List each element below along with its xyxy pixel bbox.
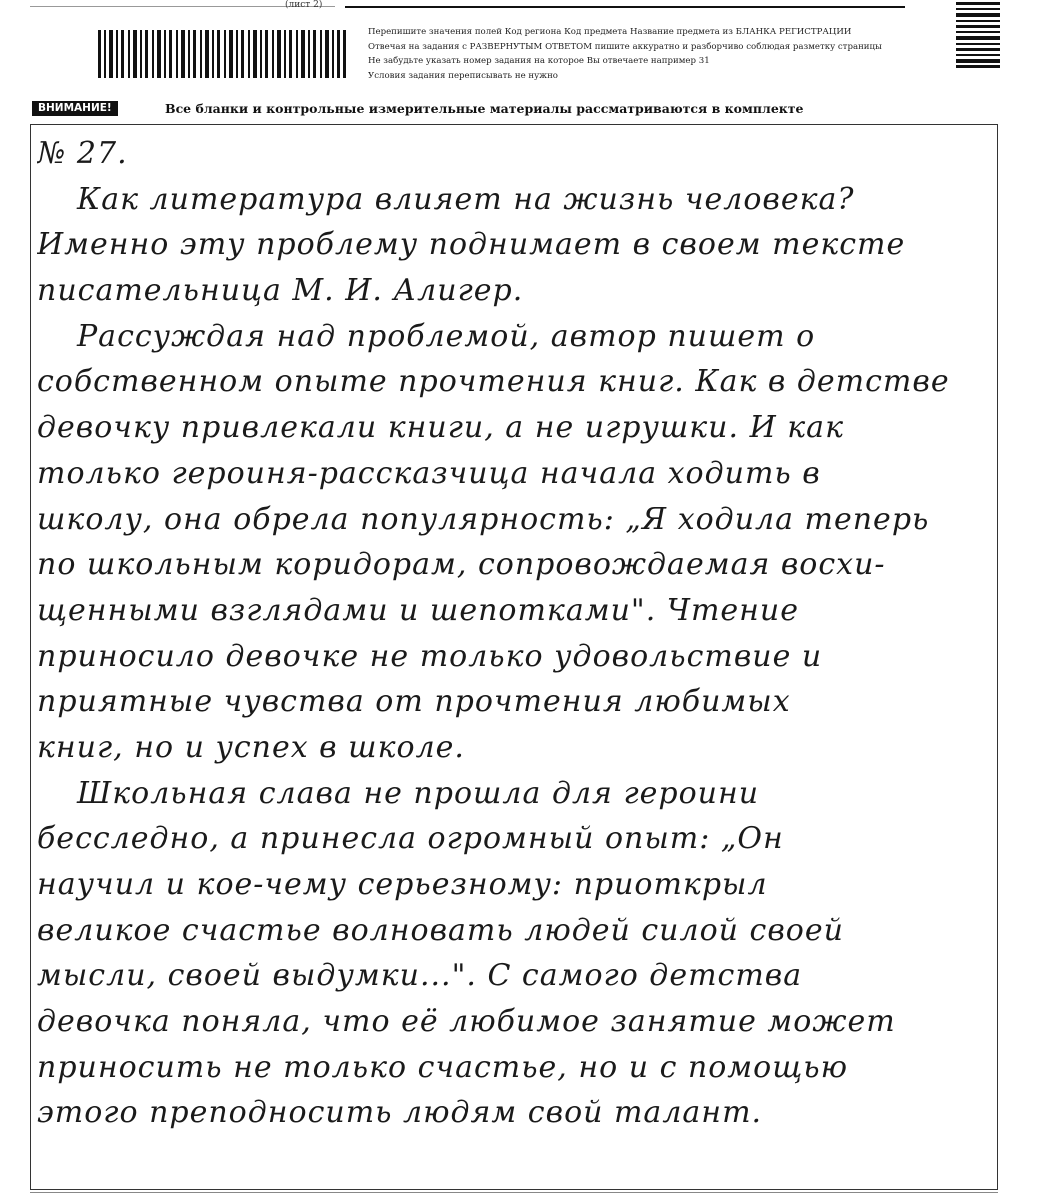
barcode-left <box>98 30 346 78</box>
form-header <box>0 0 1041 100</box>
answer-line: приносило девочке не только удовольствие и <box>37 638 823 674</box>
sheet-label: (лист 2) <box>285 0 323 10</box>
answer-line: Именно эту проблему поднимает в своем тексте <box>37 227 906 263</box>
answer-line: девочку привлекали книги, а не игрушки. И как <box>37 410 844 446</box>
answer-line: щенными взглядами и шепотками". Чтение <box>37 592 799 628</box>
page-bottom-rule <box>30 1192 998 1193</box>
handwritten-answer <box>37 131 991 1136</box>
attention-badge: ВНИМАНИЕ! <box>32 101 118 116</box>
attention-bar <box>32 100 904 118</box>
answer-line: приносить не только счастье, но и с помощью <box>37 1049 849 1085</box>
answer-line: Школьная слава не прошла для героини <box>77 775 760 811</box>
answer-area <box>30 124 998 1190</box>
instruction-line: Перепишите значения полей Код региона Код предмета Название предмета из БЛАНКА РЕГИСТРАЦИИ <box>368 27 852 37</box>
answer-line: Рассуждая над проблемой, автор пишет о <box>77 318 816 354</box>
answer-line: этого преподносить людям свой талант. <box>37 1095 763 1131</box>
form-instructions <box>368 25 928 83</box>
instruction-line: Условия задания переписывать не нужно <box>368 70 558 81</box>
answer-line: научил и кое-чему серьезному: приоткрыл <box>37 867 768 902</box>
answer-line: бесследно, а принесла огромный опыт: „Он <box>37 821 784 857</box>
answer-line: школу, она обрела популярность: „Я ходила теперь <box>37 501 930 537</box>
answer-line: Как литература влияет на жизнь человека? <box>77 181 855 217</box>
barcode-right <box>956 0 1000 68</box>
answer-line: писательница М. И. Алигер. <box>37 273 524 309</box>
answer-line: по школьным коридорам, сопровождаемая восхи- <box>37 547 886 583</box>
answer-line: № 27. <box>37 136 128 171</box>
instruction-line: Отвечая на задания с РАЗВЕРНУТЫМ ОТВЕТОМ пишите аккуратно и разборчиво соблюдая разметку страницы <box>368 41 882 52</box>
answer-line: девочка поняла, что её любимое занятие может <box>37 1004 896 1040</box>
header-rule <box>345 6 905 8</box>
attention-text: Все бланки и контрольные измерительные материалы рассматриваются в комплекте <box>165 101 804 116</box>
answer-line: великое счастье волновать людей силой своей <box>37 912 844 948</box>
instruction-line: Не забудьте указать номер задания на которое Вы отвечаете например 31 <box>368 56 710 66</box>
answer-line: только героиня-рассказчица начала ходить в <box>37 455 821 491</box>
answer-line: приятные чувства от прочтения любимых <box>37 684 791 720</box>
answer-line: собственном опыте прочтения книг. Как в детстве <box>37 364 950 400</box>
answer-line: книг, но и успех в школе. <box>37 729 465 765</box>
answer-line: мысли, своей выдумки...". С самого детства <box>37 958 803 994</box>
